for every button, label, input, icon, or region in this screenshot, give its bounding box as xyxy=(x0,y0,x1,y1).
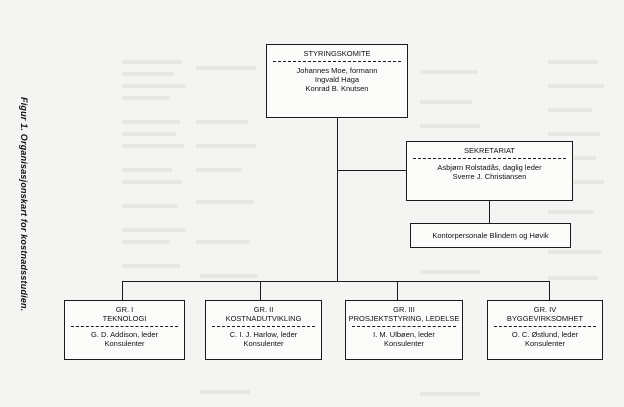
group-role: Konsulenter xyxy=(243,339,284,348)
group-divider xyxy=(352,326,456,327)
group-divider xyxy=(494,326,596,327)
secretariat-member: Sverre J. Christiansen xyxy=(452,172,527,181)
figure-caption: Figur 1. Organisasjonskart for kostnadsstudien. xyxy=(19,97,29,312)
group-leader: O. C. Østlund, leder xyxy=(511,330,579,339)
group-leader: C. I. J. Harlow, leder xyxy=(229,330,298,339)
office-staff-label: Kontorpersonale Blindern og Høvik xyxy=(432,231,549,240)
steering-committee-box xyxy=(266,44,408,118)
group-name: PROSJEKTSTYRING, LEDELSE xyxy=(348,314,460,323)
group-leader: G. D. Addison, leder xyxy=(90,330,159,339)
group-code: GR. I xyxy=(115,305,134,314)
group-divider xyxy=(212,326,315,327)
group-role: Konsulenter xyxy=(383,339,425,348)
group-role: Konsulenter xyxy=(104,339,145,348)
steering-member: Konrad B. Knutsen xyxy=(305,84,369,93)
group-box-prosjektstyring xyxy=(345,300,463,360)
group-code: GR. III xyxy=(393,305,415,314)
group-box-byggevirksomhet xyxy=(487,300,603,360)
group-code: GR. IV xyxy=(533,305,557,314)
steering-committee-title: STYRINGSKOMITE xyxy=(303,49,371,58)
secretariat-divider xyxy=(413,158,566,159)
secretariat-member: Asbjørn Rolstadås, daglig leder xyxy=(437,163,542,172)
secretariat-box xyxy=(406,141,573,201)
group-name: TEKNOLOGI xyxy=(102,314,147,323)
group-name: BYGGEVIRKSOMHET xyxy=(506,314,584,323)
steering-divider xyxy=(273,61,401,62)
office-staff-box xyxy=(410,223,571,248)
steering-member: Johannes Moe, formann xyxy=(296,66,378,75)
steering-member: Ingvald Haga xyxy=(314,75,360,84)
group-box-teknologi xyxy=(64,300,185,360)
group-name: KOSTNADUTVIKLING xyxy=(225,314,302,323)
group-code: GR. II xyxy=(253,305,274,314)
group-divider xyxy=(71,326,178,327)
group-role: Konsulenter xyxy=(524,339,566,348)
secretariat-title: SEKRETARIAT xyxy=(464,146,515,155)
group-box-kostnadutvikling xyxy=(205,300,322,360)
group-leader: I. M. Ulbøen, leder xyxy=(373,330,435,339)
